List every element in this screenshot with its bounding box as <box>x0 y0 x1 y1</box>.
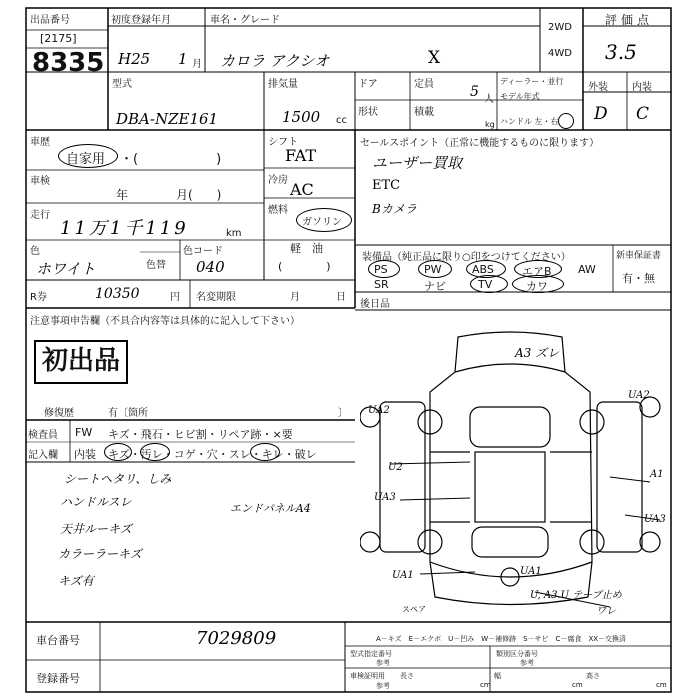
history-value: 自家用 <box>66 152 106 167</box>
repair-close: 〕 <box>338 408 348 419</box>
circle-scratch <box>104 443 132 461</box>
capacity-unit: 人 <box>484 94 494 105</box>
r-value: 10350 <box>95 286 140 302</box>
score-label: 評価点 <box>605 13 654 27</box>
name-change-label: 名変期限 <box>196 292 236 303</box>
repair-value: 有〔箇所 <box>108 408 148 419</box>
reg-month-unit: 月 <box>192 59 202 70</box>
name-change-month: 月 <box>290 292 300 303</box>
sales-line-2: ETC <box>372 178 401 193</box>
roof <box>475 452 545 522</box>
r-unit: 円 <box>170 292 180 303</box>
reg-year-value: H25 <box>118 50 151 68</box>
cm-1: cm <box>480 681 491 689</box>
model-value: カロラ アクシオ <box>220 52 330 70</box>
interior-value: C <box>636 104 650 124</box>
equip-ps: PS <box>374 263 388 276</box>
aircon-value: AC <box>290 180 314 199</box>
later-label: 後日品 <box>360 299 390 310</box>
inspector-row-2-label: 内装 <box>74 448 96 461</box>
chassis-label: 車台番号 <box>36 634 80 647</box>
drive-4wd: 4WD <box>548 48 572 59</box>
label-a1: A1 <box>650 469 664 480</box>
lot-sub: [2175] <box>40 32 77 45</box>
inspector-label-2: 記入欄 <box>28 450 58 461</box>
equip-leather: カワ <box>526 280 548 293</box>
first-listing-stamp <box>34 340 128 384</box>
ref-label-1: 参考 <box>376 659 390 667</box>
category-label: 類別区分番号 <box>496 650 538 658</box>
diagram-bottom-note-2: ワレ <box>596 606 616 617</box>
inspector-note-1: シートヘタリ、しみ <box>64 472 172 486</box>
lot-label: 出品番号 <box>30 15 70 26</box>
capacity-value: 5 <box>470 84 479 100</box>
history-paren: ・( ) <box>120 152 222 167</box>
color-change-label: 色替 <box>146 260 166 271</box>
color-value: ホワイト <box>36 260 96 278</box>
aircon-label: 冷房 <box>268 175 288 186</box>
notes-label: 注意事項申告欄（不具合内容等は具体的に記入して下さい） <box>30 316 300 327</box>
shape-label: 形状 <box>358 107 378 118</box>
diagram-top-note: A3 ズレ <box>515 346 560 360</box>
fuel-gas: ガソリン <box>302 217 342 228</box>
label-ua2-right: UA2 <box>628 390 650 401</box>
mileage-unit: km <box>226 228 242 239</box>
equip-navi: ナビ <box>424 280 446 293</box>
mileage-value: 11万1千119 <box>60 218 189 239</box>
wheel-side-r2 <box>640 532 660 552</box>
equip-airbag: エアB <box>522 265 552 278</box>
ref-label-2: 参考 <box>520 659 534 667</box>
wheel-side-l2 <box>360 532 380 552</box>
ref-label-3: 参考 <box>376 682 390 690</box>
label-ua2-left: UA2 <box>368 405 390 416</box>
sales-line-1: ユーザー買取 <box>372 154 463 172</box>
r-label: R券 <box>30 292 47 303</box>
inspector-note-5: カラーラーキズ <box>58 547 142 561</box>
handle-label: ハンドル 左・右 <box>500 117 559 126</box>
label-ua1-center: UA1 <box>520 566 542 577</box>
fuel-label: 燃料 <box>268 205 288 216</box>
circle-ps <box>368 260 400 278</box>
shift-value: FAT <box>285 146 317 165</box>
chassis-value: 7029809 <box>196 628 277 649</box>
label-ua3-right: UA3 <box>644 514 666 525</box>
model-code-label: 型式指定番号 <box>350 650 392 658</box>
equip-aw: AW <box>578 263 596 276</box>
type-value: DBA-NZE161 <box>116 110 219 128</box>
color-label: 色 <box>30 246 40 257</box>
circle-wear <box>250 443 280 461</box>
label-u2: U2 <box>388 462 403 473</box>
circle-tv <box>470 275 508 293</box>
fuel-diesel: 軽 油 <box>290 242 323 255</box>
equip-abs: ABS <box>472 263 494 276</box>
name-change-day: 日 <box>336 292 346 303</box>
exterior-value: D <box>594 104 608 124</box>
inspector-note-6: キズ有 <box>58 574 94 588</box>
car-damage-diagram <box>360 312 670 618</box>
windshield <box>470 407 550 447</box>
capacity-label: 定員 <box>414 79 434 90</box>
grade-mark: X <box>428 48 441 68</box>
shift-label: シフト <box>268 137 298 148</box>
diagram-legend: A－キズ E－エクボ U－凹み W－補修跡 S－サビ C－腐食 XX－交換済 <box>376 635 627 643</box>
doors-label: ドア <box>358 79 378 90</box>
history-label: 車歴 <box>30 137 50 148</box>
inspection-month: 月( ) <box>176 188 222 202</box>
drive-2wd: 2WD <box>548 22 572 33</box>
displacement-value: 1500 <box>282 108 321 126</box>
warranty: 有・無 <box>622 272 655 285</box>
inspector-note-4: 天井ルーキズ <box>60 522 132 536</box>
cert-label: 車検証明用 <box>350 672 385 680</box>
mileage-label: 走行 <box>30 210 50 221</box>
color-code-label: 色コード <box>183 246 223 257</box>
car-outline <box>430 364 592 577</box>
width-label: 幅 <box>494 672 501 680</box>
equip-sr: SR <box>374 278 389 291</box>
inspector-note-3: エンドパネルA4 <box>230 502 311 515</box>
inspection-year: 年 <box>116 188 129 202</box>
lot-number: 8335 <box>32 48 105 78</box>
model-year-label: モデル年式 <box>500 92 540 101</box>
rear-window <box>472 527 548 557</box>
load-label: 積載 <box>414 107 434 118</box>
sales-points-label: セールスポイント（正常に機能するものに限ります） <box>360 138 600 149</box>
inspector-row-1: キズ・飛石・ヒビ割・リペア跡・×要 <box>108 428 293 441</box>
circle-pw <box>418 260 452 278</box>
length-label: 長さ <box>400 672 414 680</box>
circle-leather <box>512 275 564 293</box>
reg-label: 登録番号 <box>36 672 80 685</box>
sales-line-3: Bカメラ <box>372 202 417 216</box>
inspector-row-2: キズ・汚レ・コゲ・穴・スレ・キレ・破レ <box>108 448 317 461</box>
dealer-label: ディーラー・並行 <box>500 77 564 86</box>
height-label: 高さ <box>586 672 600 680</box>
equip-pw: PW <box>424 263 442 276</box>
handle-right-circle <box>558 113 574 129</box>
label-ua1-left: UA1 <box>392 570 414 581</box>
type-label: 型式 <box>112 79 132 90</box>
cm-3: cm <box>656 681 667 689</box>
displacement-unit: cc <box>336 115 347 126</box>
label-ua3-left: UA3 <box>374 492 396 503</box>
reg-month-value: 1 <box>178 50 188 68</box>
color-code-value: 040 <box>196 258 225 276</box>
inspector-label-1: 検査員 <box>28 430 58 441</box>
diagram-bottom-note: U, A3.U テープ止め <box>530 590 622 601</box>
new-car-label: 新車保証書 <box>616 251 662 261</box>
repair-label: 修復歴 <box>44 408 74 419</box>
equipment-label: 装備品（純正品に限り○印をつけてください） <box>362 252 571 263</box>
inspector-note-2: ハンドルスレ <box>60 495 132 509</box>
wheel-fr <box>580 410 604 434</box>
reg-year-label: 初度登録年月 <box>111 15 171 26</box>
score-value: 3.5 <box>605 40 637 64</box>
cm-2: cm <box>572 681 583 689</box>
equip-tv: TV <box>478 278 493 291</box>
exterior-label: 外装 <box>588 82 608 93</box>
load-unit: kg <box>485 120 495 129</box>
fuel-paren: ( ) <box>278 260 331 273</box>
circle-stain <box>140 443 170 461</box>
label-spare: スペア <box>402 605 426 614</box>
inspection-label: 車検 <box>30 176 50 187</box>
inspector-fw: FW <box>75 426 93 439</box>
displacement-label: 排気量 <box>268 79 298 90</box>
interior-label: 内装 <box>632 82 652 93</box>
model-label: 車名・グレード <box>210 15 280 26</box>
stamp-text: 初出品 <box>41 346 120 376</box>
